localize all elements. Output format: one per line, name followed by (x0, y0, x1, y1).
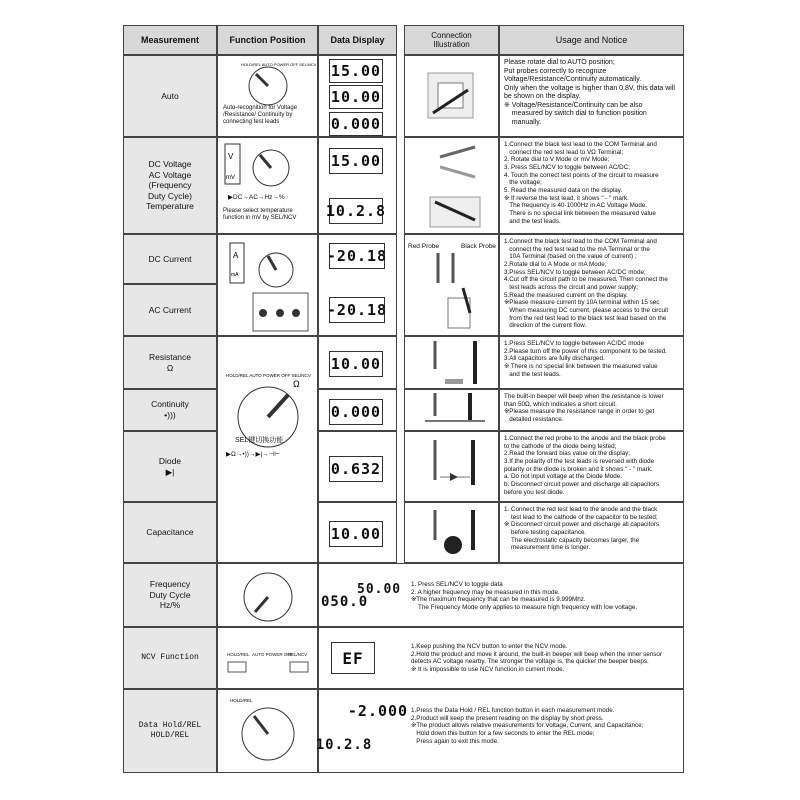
row-voltage-label (123, 137, 217, 234)
function-description: Auto-recognition for Voltage /Resistance/ Continuity by connecting test leads (223, 105, 298, 126)
measurement-label: Data Hold/REL HOLD/REL (138, 721, 202, 740)
continuity-probe-illustration (415, 391, 495, 431)
svg-text:HOLD/REL: HOLD/REL (230, 698, 253, 703)
row-resistance-connection (404, 336, 499, 389)
row-capacitance-connection (404, 502, 499, 563)
shared-dial-text: SEL键切换功能 (235, 437, 284, 444)
dial-icon (233, 567, 303, 625)
outlet-probe-illustration (423, 68, 483, 123)
row-frequency-merged (318, 563, 684, 627)
lcd-display: -20.18 (329, 243, 385, 269)
row-auto-connection (404, 55, 499, 137)
row-ncv-merged (318, 627, 684, 689)
row-dc-current-label (123, 234, 217, 284)
lcd-display: EF (331, 642, 375, 674)
shared-dial-chain: ▶Ω→•))→▶|→⊣⊢ (226, 451, 280, 458)
svg-text:Ω: Ω (293, 379, 300, 389)
dial-icon (223, 141, 298, 191)
svg-text:V: V (228, 152, 234, 161)
row-continuity-notes: The built-in beeper will beep when the resistance is lower than 50Ω, which indicates a short circuit. ※Please measure the resistance range in order to get detailed resistance. (499, 389, 684, 431)
red-probe-label: Red Probe (408, 243, 440, 250)
lcd-display: 0.000 (329, 112, 383, 136)
row-diode-notes: 1.Connect the red probe to the anode and the black probe to the cathode of the diode being tested; 2.Read the forward bias value on the display; 3.If the polarity of the test leads is reversed with diode polarity or the diode is broken and it shows " - " mark. a. Do not input voltage at the Diode Mode. b. Disconnect circuit power and discharge all capacitors before you test diode. (499, 431, 684, 502)
row-ac-current-label (123, 284, 217, 336)
row-ncv-label (123, 627, 217, 689)
row-auto-display (318, 55, 397, 137)
measurement-label: Capacitance (146, 527, 194, 538)
row-ncv-function (217, 627, 318, 689)
measurement-label: Frequency Duty Cycle Hz/% (149, 579, 191, 611)
dial-icon (238, 58, 317, 108)
row-current-connection (404, 234, 499, 336)
row-continuity-connection (404, 389, 499, 431)
diode-probe-illustration (415, 435, 495, 500)
lcd-display: 15.00 (329, 148, 383, 174)
capacitor-probe-illustration (415, 505, 495, 563)
sel-ncv-button-label: SEL/NCV (288, 652, 308, 657)
row-resistance-notes: 1.Press SEL/NCV to toggle between AC/DC mode 2.Please turn off the power of this component to be tested. 3.All capacitors are fully discharged. ※ There is no special link between the measured value and the test leads. (499, 336, 684, 389)
header-usage: Usage and Notice (499, 25, 684, 55)
row-frequency-notes: 1. Press SEL/NCV to toggle data 2. A higher frequency may be measured in this mode. ※The maximum frequency that can be measured is 9.999Mhz. The Frequency Mode only applies to measure high frequency with low voltage. (411, 581, 638, 612)
measurement-label: Resistance Ω (148, 351, 192, 373)
row-ncv-notes: 1.Keep pushing the NCV button to enter the NCV mode. 2.Hold the product and move it around, the built-in beeper will beep when the inner sensor detects AC voltage nearby. The stronger the voltage is, the quicker the beeper beeps. ※ It is impossible to use NCV function in current mode. (411, 643, 662, 674)
current-probe-illustration (408, 253, 498, 333)
row-diode-label (123, 431, 217, 502)
lcd-display: 10.2.8 (329, 198, 383, 224)
header-data-display: Data Display (318, 25, 397, 55)
row-hold-notes: 1.Press the Data Hold / REL function button in each measurement mode. 2.Product will keep the present reading on the display by short press. ※The product allows relative measurements for Voltage, Current, and Capacitance; Hold down this button for a few seconds to enter the REL mode; Press again to exit this mode. (411, 707, 644, 745)
row-diode-connection (404, 431, 499, 502)
svg-text:HOLD/REL AUTO POWER OFF SEL/NC: HOLD/REL AUTO POWER OFF SEL/NCV (241, 62, 317, 67)
row-capacitance-notes: 1. Connect the red test lead to the anode and the black test lead to the cathode of the capacitor to be tested; ※ Disconnect circuit power and discharge all capacitors before testing capacitance. The electrostatic capacity becomes larger, the measurement time is longer. (499, 502, 684, 563)
row-capacitance-display (318, 502, 397, 563)
svg-text:A: A (233, 251, 239, 260)
row-voltage-function (217, 137, 318, 234)
row-current-function (217, 234, 318, 336)
measurement-label: Auto (161, 90, 179, 101)
row-voltage-display (318, 137, 397, 234)
svg-text:mV: mV (226, 175, 235, 181)
auto-power-off-label: AUTO POWER OFF (252, 652, 293, 657)
lcd-display: 10.00 (329, 521, 383, 547)
row-auto-function (217, 55, 318, 137)
svg-text:HOLD/REL AUTO POWER OFF SEL/: HOLD/REL AUTO POWER OFF SEL/NCV (226, 373, 311, 378)
row-voltage-connection (404, 137, 499, 234)
row-frequency-function (217, 563, 318, 627)
measurement-label: DC Voltage AC Voltage (Frequency Duty Cycle) Temperature (146, 158, 194, 212)
probe-illustration (420, 142, 490, 232)
measurement-label: Diode ▶| (158, 455, 182, 477)
row-frequency-label (123, 563, 217, 627)
row-resistance-label (123, 336, 217, 389)
row-continuity-label (123, 389, 217, 431)
dial-icon (228, 694, 308, 769)
row-voltage-notes: 1.Connect the black test lead to the COM Terminal and connect the red test lead to VΩ Terminal; 2. Rotate dial to V Mode or mV Mode; 3. Press SEL/NCV to toggle between AC/DC; 4. Touch the correct test points of the circuit to measure the voltage; 5. Read the measured data on the display. ※ If reverse the test lead, it shows " - " mark. The frequency is 40-1000Hz in AC Voltage Mode. There is no special link between the measured value and the test leads. (499, 137, 684, 234)
row-current-display (318, 234, 397, 336)
lcd-display: 10.00 (329, 351, 383, 377)
header-connection: Connection Illustration (404, 25, 499, 55)
lcd-display: 0.632 (329, 456, 383, 482)
button-panel-icon (223, 660, 313, 680)
hold-rel-button-label: HOLD/REL (227, 652, 250, 657)
lcd-display: 15.00 (329, 59, 383, 83)
lcd-display: 10.2.8 (319, 732, 369, 758)
black-probe-label: Black Probe (461, 243, 497, 250)
function-chain: ▶DC→AC→Hz→% (228, 194, 285, 201)
function-description: Please select temperature function in mV by SEL/NCV (223, 208, 297, 222)
row-resistance-display (318, 336, 397, 389)
current-dial-icon (228, 238, 308, 333)
row-auto-notes: Please rotate dial to AUTO position; Put probes correctly to recognize Voltage/Resistance/Continuity automatically. Only when the voltage is higher than 0.8V, this data will be shown on the display. ※ Voltage/Resistance/Continuity can be also measured by switch dial to function position manually. (499, 55, 684, 137)
row-hold-merged (315, 689, 684, 773)
row-current-notes: 1.Connect the black test lead to the COM Terminal and connect the red test lead to the mA Terminal or the 10A Terminal (based on the value of current) ; 2.Rotate dial to A Mode or mA Mode; 3.Press SEL/NCV to toggle between AC/DC mode; 4.Cut off the circuit path to be measured. Then connect the test leads across the circuit and power supply; 5.Read the measured current on the display. ※Please measure current by 10A terminal within 15 sec When measuring DC current, please access to the circuit from the red test lead to the black test lead based on the direction of the current flow. (499, 234, 684, 336)
shared-dial-function (217, 336, 318, 563)
lcd-display: 0.000 (329, 399, 383, 425)
measurement-label: NCV Function (141, 653, 199, 662)
lcd-display: 10.00 (329, 85, 383, 109)
row-continuity-display (318, 389, 397, 431)
svg-text:mA: mA (231, 272, 239, 278)
lcd-display: 050.0 50.00 (319, 582, 399, 622)
row-capacitance-label (123, 502, 217, 563)
lcd-display: -20.18 (329, 297, 385, 323)
measurement-label: AC Current (148, 304, 192, 315)
row-hold-function (217, 689, 318, 773)
resistor-probe-illustration (415, 339, 495, 389)
row-hold-label (123, 689, 217, 773)
header-function-position: Function Position (217, 25, 318, 55)
measurement-label: DC Current (148, 253, 192, 264)
row-auto-label (123, 55, 217, 137)
header-measurement: Measurement (123, 25, 217, 55)
lcd-display: -2.000 (354, 698, 402, 724)
measurement-label: Continuity •))) (151, 399, 189, 420)
row-diode-display (318, 431, 397, 502)
